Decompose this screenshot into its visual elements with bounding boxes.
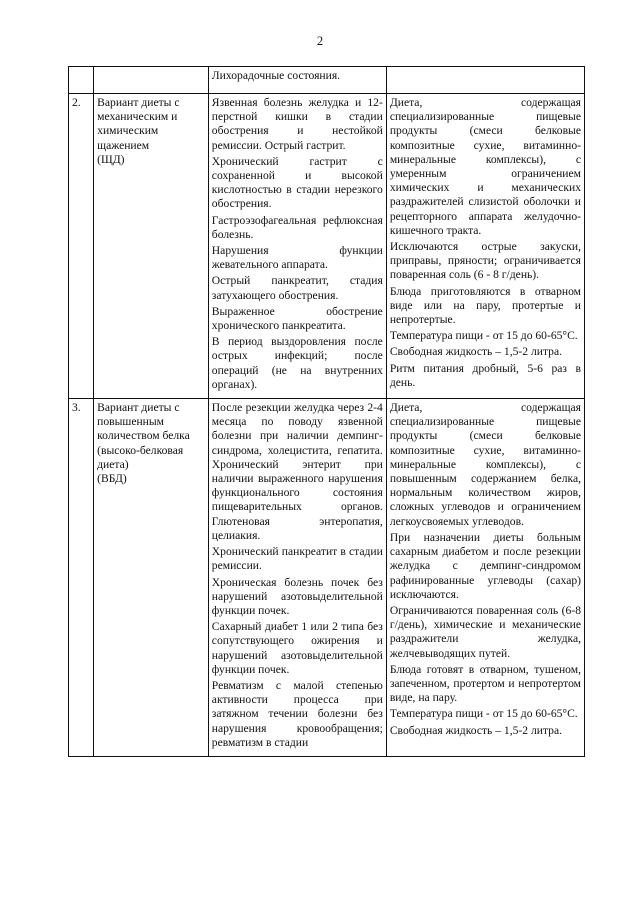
indication-paragraph: Хроническая болезнь почек без нарушений азотовыделительной функции почек.: [211, 575, 383, 617]
diet-description-paragraph: Свободная жидкость – 1,5-2 литра.: [389, 345, 563, 359]
indication-paragraph: Лихорадочные состояния.: [211, 69, 341, 82]
indication-paragraph: Сахарный диабет 1 или 2 типа без сопутствующего ожирения и нарушений азотовыделительной функции почек.: [211, 620, 383, 676]
table-row: [69, 94, 585, 399]
diet-description-paragraph: Исключаются острые закуски, приправы, пряности; ограничивается поваренная соль (6 - 8 г/день).: [389, 240, 581, 282]
diet-description-paragraph: Температура пищи - от 15 до 60-65°С.: [389, 707, 578, 721]
diet-variant-name: Вариант диеты с механическим и химическим щажением: [97, 96, 180, 152]
table-row: [69, 67, 585, 94]
page-number: 2: [316, 34, 324, 48]
diet-description-paragraph: Ограничиваются поваренная соль (6-8 г/день), химические и механические раздражители желудка, желчевыводящих путей.: [389, 603, 581, 660]
diet-variants-table: [68, 66, 585, 757]
diet-description-cell: [386, 67, 584, 94]
indication-paragraph: Язвенная болезнь желудка и 12-перстной кишки в стадии обострения и нестойкой ремиссии. Острый гастрит.: [211, 96, 383, 152]
row-number-cell: [69, 67, 94, 94]
diet-description-paragraph: При назначении диеты больным сахарным диабетом и после резекции желудка с демпинг-синдромом рафинированные углеводы (сахар) исключаются.: [389, 530, 581, 601]
diet-description-paragraph: Диета, содержащая специализированные пищевые продукты (смеси белковые композитные сухие, витаминно-минеральные комплексы), с умеренным ограничением химических и механических раздражителей слизистой оболочки и рецепторного аппарата желудочно-кишечного тракта.: [389, 96, 581, 237]
indication-paragraph: Хронический гастрит с сохраненной и высокой кислотностью в стадии нерезкого обострения.: [211, 154, 383, 211]
indication-paragraph: В период выздоровления после острых инфекций; после операций (не на внутренних органах).: [211, 335, 383, 391]
diet-variant-cell: [94, 94, 209, 399]
indication-paragraph: Ревматизм с малой степенью активности процесса при затяжном течении болезни без нарушения кровообращения; ревматизм в стадии: [211, 678, 383, 749]
diet-variant-cell: [94, 67, 209, 94]
indications-cell: [208, 399, 386, 757]
row-number-cell: 3.: [69, 399, 94, 757]
diet-description-paragraph: Температура пищи - от 15 до 60-65°С.: [389, 329, 578, 343]
table-body: [69, 67, 585, 757]
diet-description-paragraph: Блюда готовят в отварном, тушеном, запеченном, протертом и непротертом виде, на пару.: [389, 662, 581, 705]
indication-paragraph: Нарушения функции жевательного аппарата.: [211, 244, 383, 272]
diet-description-cell: [386, 399, 584, 757]
indication-paragraph: После резекции желудка через 2-4 месяца по поводу язвенной болезни при наличии демпинг-синдрома, холецистита, гепатита. Хронический энтерит при наличии выраженного нарушения функционального состояния пищеварительных органов. Глютеновая энтеропатия, целиакия.: [211, 401, 383, 542]
row-number-cell: 2.: [69, 94, 94, 399]
diet-variant-name: Вариант диеты с повышенным количеством белка (высоко-белковая диета): [97, 401, 190, 471]
diet-description-paragraph: Диета, содержащая специализированные пищевые продукты (смеси белковые композитные сухие, витаминно-минеральные комплексы), с повышенным содержанием белка, нормальным количеством жиров, сложных углеводов и ограничением легкоусвояемых углеводов.: [389, 401, 581, 528]
diet-variant-cell: [94, 399, 209, 757]
diet-variant-code: (ЩД): [97, 152, 125, 166]
diet-description-paragraph: Блюда приготовляются в отварном виде или на пару, протертые и непротертые.: [389, 284, 581, 327]
indication-paragraph: Острый панкреатит, стадия затухающего обострения.: [211, 274, 383, 302]
indication-paragraph: Хронический панкреатит в стадии ремиссии.: [211, 545, 383, 573]
indications-cell: [208, 67, 386, 94]
diet-variant-code: (ВБД): [97, 472, 127, 486]
diet-description-paragraph: Ритм питания дробный, 5-6 раз в день.: [389, 361, 581, 389]
indication-paragraph: Гастроэзофагеальная рефлюксная болезнь.: [211, 213, 383, 241]
indications-cell: [208, 94, 386, 399]
diet-description-paragraph: Свободная жидкость – 1,5-2 литра.: [389, 723, 563, 737]
diet-description-cell: [386, 94, 584, 399]
indication-paragraph: Выраженное обострение хронического панкреатита.: [211, 304, 383, 333]
table-row: [69, 399, 585, 757]
